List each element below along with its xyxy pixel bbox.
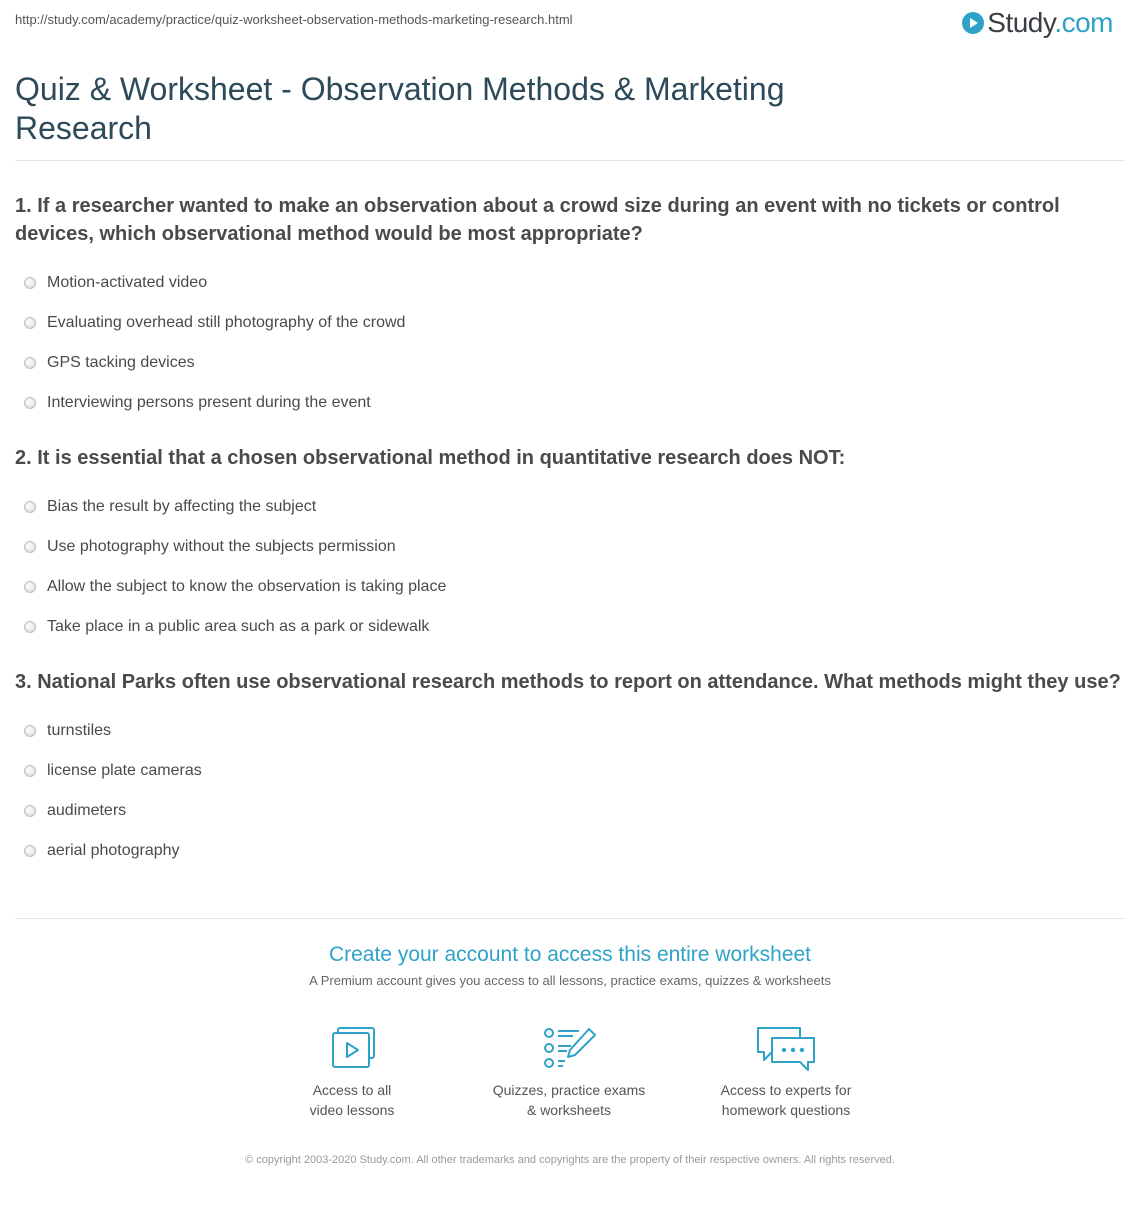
feature-caption-line2: video lessons xyxy=(309,1102,395,1118)
answer-option[interactable] xyxy=(15,791,1125,831)
answer-options xyxy=(15,263,1125,423)
answer-label: GPS tacking devices xyxy=(47,354,195,371)
answer-label: license plate cameras xyxy=(47,762,202,779)
answer-label: Bias the result by affecting the subject xyxy=(47,498,317,515)
page-url: http://study.com/academy/practice/quiz-worksheet-observation-methods-marketing-research.html xyxy=(15,12,573,27)
feature-caption-line1: Access to all xyxy=(312,1082,392,1098)
logo-wordmark: Study.com xyxy=(987,7,1113,38)
chat-bubbles-icon xyxy=(754,1025,818,1073)
radio-button-icon[interactable] xyxy=(24,725,36,737)
answer-label: Evaluating overhead still photography of the crowd xyxy=(47,314,406,331)
answer-options xyxy=(15,487,1125,647)
radio-button-icon[interactable] xyxy=(24,845,36,857)
feature-caption-line1: Quizzes, practice exams xyxy=(492,1082,646,1098)
question-1 xyxy=(15,192,1125,423)
answer-label: Take place in a public area such as a park or sidewalk xyxy=(47,618,430,635)
top-bar xyxy=(15,0,1125,44)
radio-button-icon[interactable] xyxy=(24,277,36,289)
question-2 xyxy=(15,444,1125,647)
quiz-checklist-icon xyxy=(537,1025,601,1073)
radio-button-icon[interactable] xyxy=(24,397,36,409)
title-divider xyxy=(15,160,1125,161)
feature-quizzes xyxy=(469,1025,669,1120)
radio-button-icon[interactable] xyxy=(24,621,36,633)
feature-caption-line1: Access to experts for xyxy=(720,1082,852,1098)
answer-label: Use photography without the subjects permission xyxy=(47,538,396,555)
video-lessons-icon xyxy=(320,1025,384,1073)
radio-button-icon[interactable] xyxy=(24,317,36,329)
answer-label: aerial photography xyxy=(47,842,180,859)
answer-label: Allow the subject to know the observation is taking place xyxy=(47,578,447,595)
answer-label: Motion-activated video xyxy=(47,274,208,291)
radio-button-icon[interactable] xyxy=(24,501,36,513)
feature-caption-line2: homework questions xyxy=(721,1102,851,1118)
radio-button-icon[interactable] xyxy=(24,357,36,369)
answer-label: turnstiles xyxy=(47,722,112,739)
radio-button-icon[interactable] xyxy=(24,805,36,817)
question-text: 3. National Parks often use observational research methods to report on attendance. What methods might they use? xyxy=(15,671,1121,693)
answer-label: audimeters xyxy=(47,802,127,819)
copyright-notice: © copyright 2003-2020 Study.com. All other trademarks and copyrights are the property of their respective owners. All rights reserved. xyxy=(245,1154,895,1166)
play-logo-icon xyxy=(962,12,984,34)
answer-option[interactable] xyxy=(15,567,1125,607)
answer-option[interactable] xyxy=(15,831,1125,871)
answer-option[interactable] xyxy=(15,527,1125,567)
question-text: 2. It is essential that a chosen observational method in quantitative research does NOT: xyxy=(15,447,846,469)
answer-option[interactable] xyxy=(15,487,1125,527)
create-account-link[interactable]: Create your account to access this entire worksheet xyxy=(328,943,812,966)
feature-video-lessons xyxy=(252,1025,452,1120)
answer-option[interactable] xyxy=(15,751,1125,791)
radio-button-icon[interactable] xyxy=(24,541,36,553)
answer-option[interactable] xyxy=(15,263,1125,303)
answer-option[interactable] xyxy=(15,711,1125,751)
premium-promo xyxy=(0,940,1140,992)
answer-option[interactable] xyxy=(15,343,1125,383)
promo-subtitle: A Premium account gives you access to all lessons, practice exams, quizzes & worksheets xyxy=(309,973,831,988)
page-title: Quiz & Worksheet - Observation Methods & Marketing Research xyxy=(15,71,785,146)
question-3 xyxy=(15,668,1125,871)
premium-features xyxy=(0,1025,1140,1125)
radio-button-icon[interactable] xyxy=(24,581,36,593)
question-text: 1. If a researcher wanted to make an observation about a crowd size during an event with no tickets or control devices, which observational method would be most appropriate? xyxy=(15,195,1060,245)
feature-experts xyxy=(686,1025,886,1120)
study-logo[interactable] xyxy=(962,8,1113,38)
answer-label: Interviewing persons present during the event xyxy=(47,394,371,411)
answer-options xyxy=(15,711,1125,871)
feature-caption-line2: & worksheets xyxy=(526,1102,612,1118)
promo-divider xyxy=(15,918,1125,919)
answer-option[interactable] xyxy=(15,607,1125,647)
answer-option[interactable] xyxy=(15,303,1125,343)
answer-option[interactable] xyxy=(15,383,1125,423)
radio-button-icon[interactable] xyxy=(24,765,36,777)
